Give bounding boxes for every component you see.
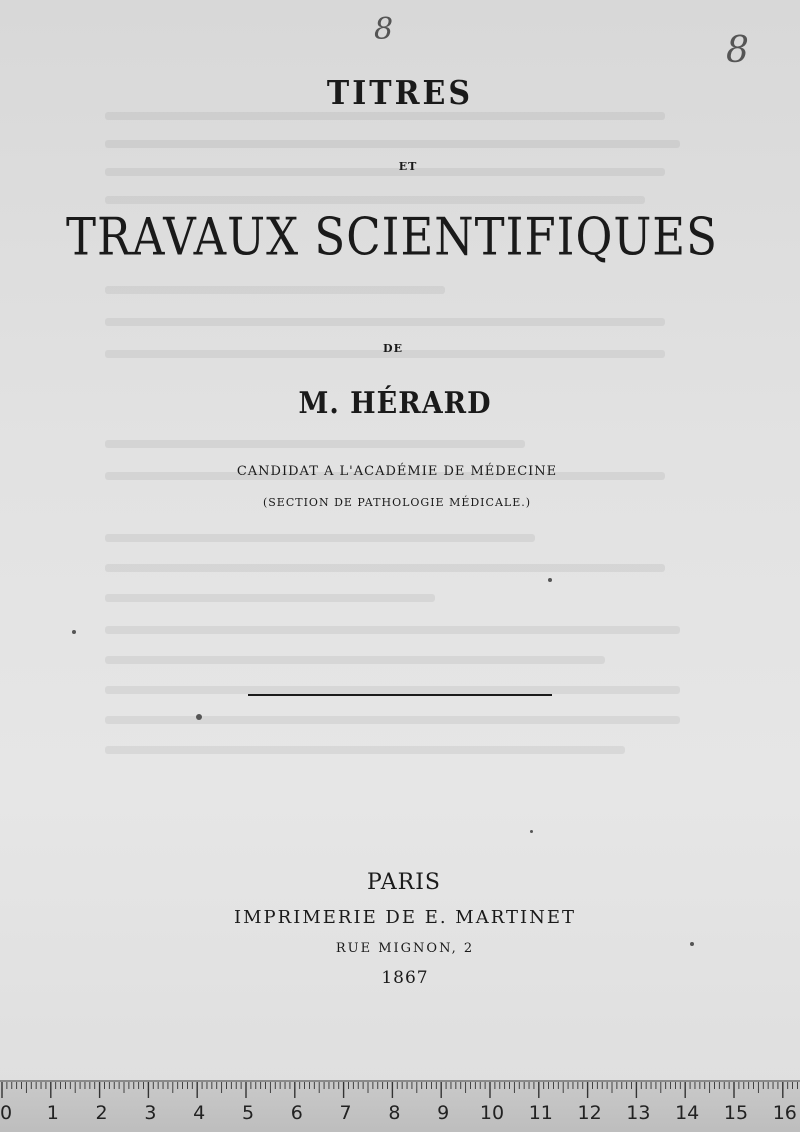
ruler-number: 0 [0,1102,13,1124]
title-line-1: TITRES [326,74,474,113]
bleed-through-line [105,564,665,572]
imprint-year: 1867 [381,968,429,988]
imprint-city: PARIS [367,870,441,895]
bleed-through-line [105,716,680,724]
author-name: M. HÉRARD [298,386,492,421]
ruler-number: 2 [95,1102,108,1124]
title-conjunction: ET [398,160,418,173]
imprint-street: RUE MIGNON, 2 [335,941,475,956]
section-line: (SECTION DE PATHOLOGIE MÉDICALE.) [262,496,532,509]
bleed-through-line [105,594,435,602]
bleed-through-line [105,656,605,664]
bleed-through-line [105,112,665,120]
ruler-number: 13 [626,1102,651,1124]
ruler-number: 7 [339,1102,352,1124]
candidacy-line: CANDIDAT A L'ACADÉMIE DE MÉDECINE [236,464,558,479]
ruler-ticks [0,1082,800,1102]
paper-speck [196,714,202,720]
title-line-2: TRAVAUX SCIENTIFIQUES [66,206,718,267]
handwritten-folio-number: 8 [726,30,749,71]
paper-speck [530,830,533,833]
ruler-number: 8 [388,1102,401,1124]
paper-speck [72,630,76,634]
ruler-number: 1 [46,1102,59,1124]
ruler-number: 15 [723,1102,749,1124]
ruler-number: 4 [193,1102,206,1124]
handwritten-page-number: 8 [374,12,394,47]
bleed-through-line [105,686,680,694]
imprint-printer: IMPRIMERIE DE E. MARTINET [234,907,576,928]
measuring-ruler [0,1080,800,1132]
bleed-through-line [105,534,535,542]
ruler-number: 12 [577,1102,602,1124]
bleed-through-line [105,626,680,634]
ruler-number: 14 [675,1102,700,1124]
bleed-through-line [105,318,665,326]
ruler-number: 3 [144,1102,157,1124]
bleed-through-line [105,440,525,448]
ruler-number: 16 [772,1102,797,1124]
bleed-through-line [105,746,625,754]
ruler-number: 6 [290,1102,303,1124]
ruler-number: 5 [241,1102,255,1124]
ruler-number: 10 [479,1102,505,1124]
title-preposition: DE [383,342,403,355]
bleed-through-line [105,196,645,204]
ruler-number: 11 [528,1102,553,1124]
ruler-number: 9 [437,1102,450,1124]
bleed-through-line [105,140,680,148]
bleed-through-line [105,286,445,294]
divider-rule [248,694,552,696]
paper-speck [548,578,552,582]
